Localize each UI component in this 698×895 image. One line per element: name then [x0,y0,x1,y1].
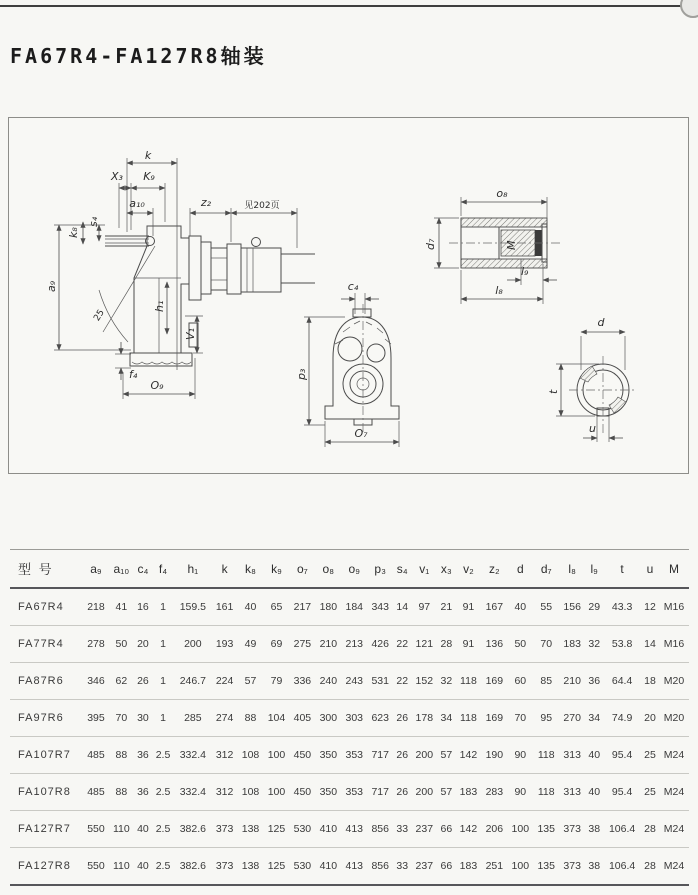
value-cell: 240 [315,663,341,700]
value-cell: 100 [263,774,289,811]
gearbox-housing [134,226,189,353]
table-row [10,811,689,848]
value-cell: 40 [585,737,603,774]
value-cell: 450 [289,774,315,811]
value-cell: 41 [109,588,134,626]
value-cell: 25 [641,737,659,774]
dim-label-h1: h₁ [153,300,166,312]
value-cell: 34 [585,700,603,737]
value-cell: 57 [238,663,264,700]
value-cell: 66 [437,848,455,886]
dim-label-v1: V₁ [184,328,197,340]
column-header: a₉ [83,550,109,589]
value-cell: 25 [641,774,659,811]
value-cell: 34 [437,700,455,737]
value-cell: 64.4 [603,663,641,700]
value-cell: 156 [559,588,585,626]
value-cell: 1 [152,700,174,737]
value-cell: 410 [315,811,341,848]
value-cell: 243 [341,663,367,700]
value-cell: 106.4 [603,848,641,886]
column-header: h₁ [174,550,212,589]
table-row [10,626,689,663]
table-body [10,588,689,885]
value-cell: 30 [134,700,152,737]
value-cell: 106.4 [603,811,641,848]
value-cell: 218 [83,588,109,626]
value-cell: 95 [533,700,559,737]
value-cell: 237 [411,848,437,886]
value-cell: 1 [152,663,174,700]
value-cell: 70 [109,700,134,737]
value-cell: 217 [289,588,315,626]
value-cell: 183 [455,774,481,811]
dim-label-m: M [505,240,518,250]
dim-label-x3: X₃ [111,170,123,183]
column-header: v₂ [455,550,481,589]
value-cell: 118 [533,737,559,774]
value-cell: 12 [641,588,659,626]
table-row [10,774,689,811]
front-view [295,280,399,447]
value-cell: 278 [83,626,109,663]
value-cell: 152 [411,663,437,700]
value-cell: 110 [109,848,134,886]
value-cell: 14 [641,626,659,663]
value-cell: M24 [659,811,689,848]
value-cell: 336 [289,663,315,700]
value-cell: 200 [411,774,437,811]
value-cell: 33 [393,811,411,848]
value-cell: 312 [212,737,238,774]
value-cell: 22 [393,663,411,700]
value-cell: 353 [341,737,367,774]
value-cell: 1 [152,588,174,626]
dim-label-f4: f₄ [129,368,138,381]
dim-label-d7: d₇ [424,238,437,250]
value-cell: 856 [367,811,393,848]
see-page-note: 见202页 [244,201,280,211]
dim-label-l8: l₈ [495,284,503,297]
column-header: v₁ [411,550,437,589]
value-cell: M24 [659,848,689,886]
model-cell: FA107R7 [10,737,83,774]
value-cell: 343 [367,588,393,626]
value-cell: 88 [109,737,134,774]
dim-label-s4: s₄ [87,216,100,227]
value-cell: 530 [289,848,315,886]
value-cell: 26 [393,700,411,737]
value-cell: 18 [641,663,659,700]
value-cell: 193 [212,626,238,663]
value-cell: 36 [134,774,152,811]
value-cell: 485 [83,737,109,774]
value-cell: 60 [507,663,533,700]
value-cell: 413 [341,848,367,886]
value-cell: 167 [481,588,507,626]
value-cell: 26 [393,737,411,774]
value-cell: 183 [455,848,481,886]
value-cell: M24 [659,737,689,774]
top-rule [0,5,698,7]
value-cell: 382.6 [174,811,212,848]
value-cell: M16 [659,626,689,663]
value-cell: 856 [367,848,393,886]
model-cell: FA77R4 [10,626,83,663]
value-cell: 28 [641,811,659,848]
column-header: x₃ [437,550,455,589]
value-cell: 125 [263,848,289,886]
column-header: d₇ [533,550,559,589]
value-cell: 190 [481,737,507,774]
dim-label-a10: a₁₀ [129,197,145,210]
value-cell: 300 [315,700,341,737]
value-cell: 410 [315,848,341,886]
value-cell: 142 [455,811,481,848]
dim-label-a9: a₉ [45,280,58,292]
value-cell: 531 [367,663,393,700]
value-cell: 274 [212,700,238,737]
value-cell: 303 [341,700,367,737]
column-header: d [507,550,533,589]
value-cell: 210 [559,663,585,700]
value-cell: 95.4 [603,774,641,811]
column-header: f₄ [152,550,174,589]
value-cell: 350 [315,774,341,811]
value-cell: 91 [455,588,481,626]
value-cell: 118 [455,663,481,700]
value-cell: 485 [83,774,109,811]
value-cell: 210 [315,626,341,663]
value-cell: 57 [437,737,455,774]
value-cell: 183 [559,626,585,663]
value-cell: 70 [507,700,533,737]
dim-label-l9: l₉ [521,265,529,278]
value-cell: 2.5 [152,811,174,848]
value-cell: 28 [641,848,659,886]
value-cell: 36 [585,663,603,700]
value-cell: 312 [212,774,238,811]
page-corner-icon [680,0,698,18]
value-cell: 213 [341,626,367,663]
table-head [10,550,689,589]
value-cell: 169 [481,663,507,700]
value-cell: 224 [212,663,238,700]
value-cell: M20 [659,663,689,700]
value-cell: 717 [367,737,393,774]
value-cell: 373 [559,848,585,886]
value-cell: 121 [411,626,437,663]
column-header: l₈ [559,550,585,589]
value-cell: 85 [533,663,559,700]
table-row [10,848,689,886]
value-cell: 2.5 [152,774,174,811]
table-row [10,663,689,700]
table-head-row [10,550,689,589]
value-cell: 90 [507,774,533,811]
technical-drawing [9,118,688,473]
value-cell: 104 [263,700,289,737]
value-cell: 1 [152,626,174,663]
value-cell: 373 [212,811,238,848]
value-cell: 159.5 [174,588,212,626]
value-cell: 135 [533,811,559,848]
value-cell: 200 [411,737,437,774]
value-cell: 413 [341,811,367,848]
column-header: t [603,550,641,589]
value-cell: 180 [315,588,341,626]
value-cell: 57 [437,774,455,811]
table-row [10,737,689,774]
value-cell: 426 [367,626,393,663]
column-header: o₉ [341,550,367,589]
model-cell: FA87R6 [10,663,83,700]
value-cell: 69 [263,626,289,663]
value-cell: 28 [437,626,455,663]
value-cell: 20 [641,700,659,737]
value-cell: 88 [109,774,134,811]
value-cell: 550 [83,811,109,848]
value-cell: 178 [411,700,437,737]
value-cell: 32 [585,626,603,663]
value-cell: 26 [393,774,411,811]
value-cell: M16 [659,588,689,626]
column-header-model: 型 号 [10,550,83,589]
value-cell: 2.5 [152,848,174,886]
motor-assembly [189,236,315,300]
value-cell: 200 [174,626,212,663]
value-cell: 29 [585,588,603,626]
value-cell: 270 [559,700,585,737]
dim-label-o9: O₉ [150,379,164,392]
value-cell: 50 [109,626,134,663]
dim-label-d: d [597,316,605,329]
housing-foot [130,353,192,366]
value-cell: 373 [212,848,238,886]
value-cell: 74.9 [603,700,641,737]
value-cell: 88 [238,700,264,737]
value-cell: 40 [134,811,152,848]
value-cell: 717 [367,774,393,811]
value-cell: 285 [174,700,212,737]
value-cell: M24 [659,774,689,811]
shaft-detail-view [424,187,561,304]
value-cell: 16 [134,588,152,626]
column-header: s₄ [393,550,411,589]
dim-label-c4: c₄ [347,280,359,293]
column-header: M [659,550,689,589]
value-cell: 33 [393,848,411,886]
value-cell: 125 [263,811,289,848]
value-cell: 138 [238,848,264,886]
value-cell: 138 [238,811,264,848]
column-header: o₈ [315,550,341,589]
model-cell: FA107R8 [10,774,83,811]
value-cell: 332.4 [174,774,212,811]
dimension-table [10,549,689,886]
column-header: p₃ [367,550,393,589]
value-cell: 623 [367,700,393,737]
value-cell: 62 [109,663,134,700]
value-cell: 100 [507,811,533,848]
value-cell: 40 [507,588,533,626]
table-row [10,700,689,737]
value-cell: 184 [341,588,367,626]
value-cell: 550 [83,848,109,886]
value-cell: 283 [481,774,507,811]
column-header: o₇ [289,550,315,589]
value-cell: 353 [341,774,367,811]
value-cell: 20 [134,626,152,663]
dim-label-o8: o₈ [496,187,508,200]
column-header: c₄ [134,550,152,589]
value-cell: 97 [411,588,437,626]
value-cell: 66 [437,811,455,848]
value-cell: 169 [481,700,507,737]
dim-label-k: k [144,149,152,162]
value-cell: 110 [109,811,134,848]
technical-drawing-panel [8,117,689,474]
dim-label-z2: z₂ [200,196,212,209]
value-cell: 313 [559,737,585,774]
value-cell: 346 [83,663,109,700]
value-cell: 79 [263,663,289,700]
dim-label-angle: 25 [92,308,107,324]
value-cell: 95.4 [603,737,641,774]
dim-label-p3: p₃ [295,368,308,380]
value-cell: 38 [585,811,603,848]
value-cell: 108 [238,737,264,774]
value-cell: 275 [289,626,315,663]
value-cell: 36 [134,737,152,774]
value-cell: 50 [507,626,533,663]
value-cell: 313 [559,774,585,811]
column-header: z₂ [481,550,507,589]
value-cell: 350 [315,737,341,774]
column-header: k [212,550,238,589]
value-cell: 65 [263,588,289,626]
value-cell: 21 [437,588,455,626]
column-header: l₉ [585,550,603,589]
model-cell: FA67R4 [10,588,83,626]
value-cell: 43.3 [603,588,641,626]
side-view [45,149,315,399]
dim-label-u: u [589,422,596,435]
value-cell: 161 [212,588,238,626]
value-cell: 100 [263,737,289,774]
column-header: k₉ [263,550,289,589]
value-cell: 55 [533,588,559,626]
value-cell: 108 [238,774,264,811]
page-title: FA67R4-FA127R8轴装 [10,44,267,68]
model-cell: FA97R6 [10,700,83,737]
value-cell: 26 [134,663,152,700]
bore-section-view [547,316,637,442]
value-cell: 251 [481,848,507,886]
value-cell: 14 [393,588,411,626]
value-cell: 206 [481,811,507,848]
value-cell: 237 [411,811,437,848]
model-cell: FA127R8 [10,848,83,886]
value-cell: 450 [289,737,315,774]
value-cell: 142 [455,737,481,774]
value-cell: 246.7 [174,663,212,700]
dim-label-t: t [547,389,560,394]
model-cell: FA127R7 [10,811,83,848]
value-cell: 118 [455,700,481,737]
value-cell: 91 [455,626,481,663]
value-cell: 70 [533,626,559,663]
dim-label-o7: O₇ [354,427,368,440]
value-cell: 22 [393,626,411,663]
value-cell: 90 [507,737,533,774]
value-cell: 49 [238,626,264,663]
value-cell: 135 [533,848,559,886]
dim-label-k8: k₈ [67,227,80,238]
value-cell: 332.4 [174,737,212,774]
value-cell: 40 [238,588,264,626]
value-cell: 395 [83,700,109,737]
value-cell: 373 [559,811,585,848]
value-cell: 530 [289,811,315,848]
value-cell: 405 [289,700,315,737]
value-cell: 2.5 [152,737,174,774]
dim-label-k9: K₉ [143,170,155,183]
value-cell: M20 [659,700,689,737]
column-header: k₈ [238,550,264,589]
column-header: a₁₀ [109,550,134,589]
table-row [10,588,689,626]
value-cell: 53.8 [603,626,641,663]
value-cell: 382.6 [174,848,212,886]
value-cell: 136 [481,626,507,663]
column-header: u [641,550,659,589]
value-cell: 40 [585,774,603,811]
value-cell: 100 [507,848,533,886]
value-cell: 32 [437,663,455,700]
value-cell: 40 [134,848,152,886]
value-cell: 38 [585,848,603,886]
value-cell: 118 [533,774,559,811]
